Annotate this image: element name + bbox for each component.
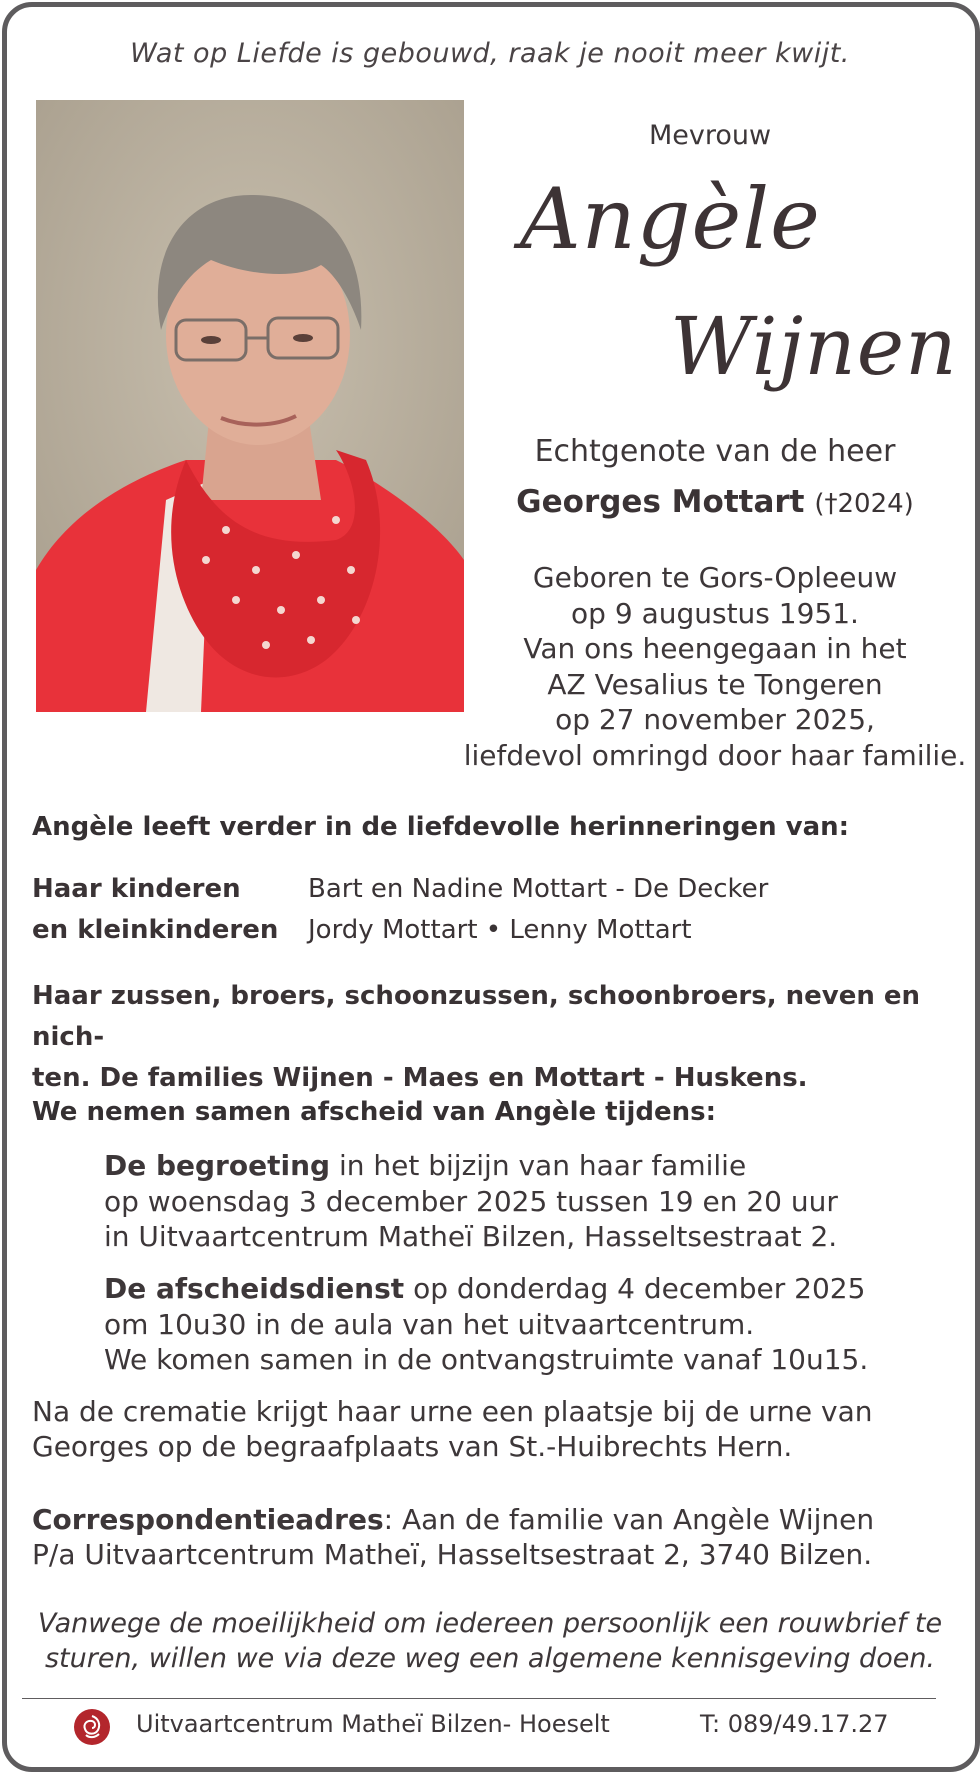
bio-line: Van ons heengegaan in het [523,632,907,665]
bio-line: AZ Vesalius te Tongeren [547,667,883,701]
spouse-intro: Echtgenote van de heer [534,434,896,469]
cremation-note [32,1394,962,1464]
cremation-line: Georges op de begraafplaats van St.-Huibrechts Hern. [32,1430,793,1463]
relative-label: en kleinkinderen [32,915,279,945]
bio-line: op 27 november 2025, [555,703,875,736]
motto: Wat op Liefde is gebouwd, raak je nooit meer kwijt. [130,38,850,69]
relative-label: Haar kinderen [32,874,241,904]
last-name: Wijnen [670,300,958,393]
salutation: Mevrouw [648,120,772,151]
spouse-name: Georges Mottart [516,484,805,520]
portrait-photo [36,100,464,712]
event-line: We komen samen in de ontvangstruimte vanaf 10u15. [104,1343,869,1376]
correspondence-line: P/a Uitvaartcentrum Matheï, Hasseltsestraat 2, 3740 Bilzen. [32,1538,873,1571]
bio-line: Geboren te Gors-Opleeuw [532,561,898,594]
correspondence-label: Correspondentieadres [32,1503,384,1536]
correspondence-text: : Aan de familie van Angèle Wijnen [383,1503,875,1536]
extended-family [32,976,962,1099]
bio-line: liefdevol omringd door haar familie. [463,738,967,772]
footer-divider [22,1698,936,1699]
rose-logo-icon [73,1708,111,1746]
closing-note [0,1606,980,1676]
family-line: Haar zussen, broers, schoonzussen, schoonbroers, neven en nich- [32,981,921,1052]
event-service [104,1271,964,1378]
relative-row [32,915,692,945]
closing-line: Vanwege de moeilijkheid om iedereen persoonlijk een rouwbrief te [37,1608,943,1639]
farewell-heading: We nemen samen afscheid van Angèle tijdens: [32,1097,717,1127]
first-name: Angèle [520,170,821,268]
bio-line: op 9 augustus 1951. [571,596,859,630]
relative-row [32,874,768,904]
funeral-home-name: Uitvaartcentrum Matheï Bilzen- Hoeselt [136,1710,610,1738]
spouse-name-line [470,484,960,520]
event-line: om 10u30 in de aula van het uitvaartcentrum. [104,1307,755,1341]
event-title: De afscheidsdienst [104,1272,405,1305]
event-line: op woensdag 3 december 2025 tussen 19 en 20 uur [104,1184,838,1218]
spouse-death-year: (†2024) [814,489,914,519]
relative-names: Jordy Mottart • Lenny Mottart [308,915,692,945]
biography [455,560,975,773]
family-line: ten. De families Wijnen - Maes en Mottart - Huskens. [32,1063,808,1093]
event-line: in Uitvaartcentrum Matheï Bilzen, Hasseltsestraat 2. [104,1220,838,1253]
event-text: in het bijzijn van haar familie [330,1149,747,1182]
relative-names: Bart en Nadine Mottart - De Decker [308,874,769,904]
funeral-home-phone: T: 089/49.17.27 [700,1710,889,1738]
event-visitation [104,1148,964,1255]
closing-line: sturen, willen we via deze weg een algemene kennisgeving doen. [44,1643,936,1674]
cremation-line: Na de crematie krijgt haar urne een plaatsje bij de urne van [32,1395,873,1428]
event-text: op donderdag 4 december 2025 [404,1272,866,1305]
correspondence-address [32,1502,962,1572]
memories-heading: Angèle leeft verder in de liefdevolle herinneringen van: [32,812,850,842]
event-title: De begroeting [104,1149,331,1182]
